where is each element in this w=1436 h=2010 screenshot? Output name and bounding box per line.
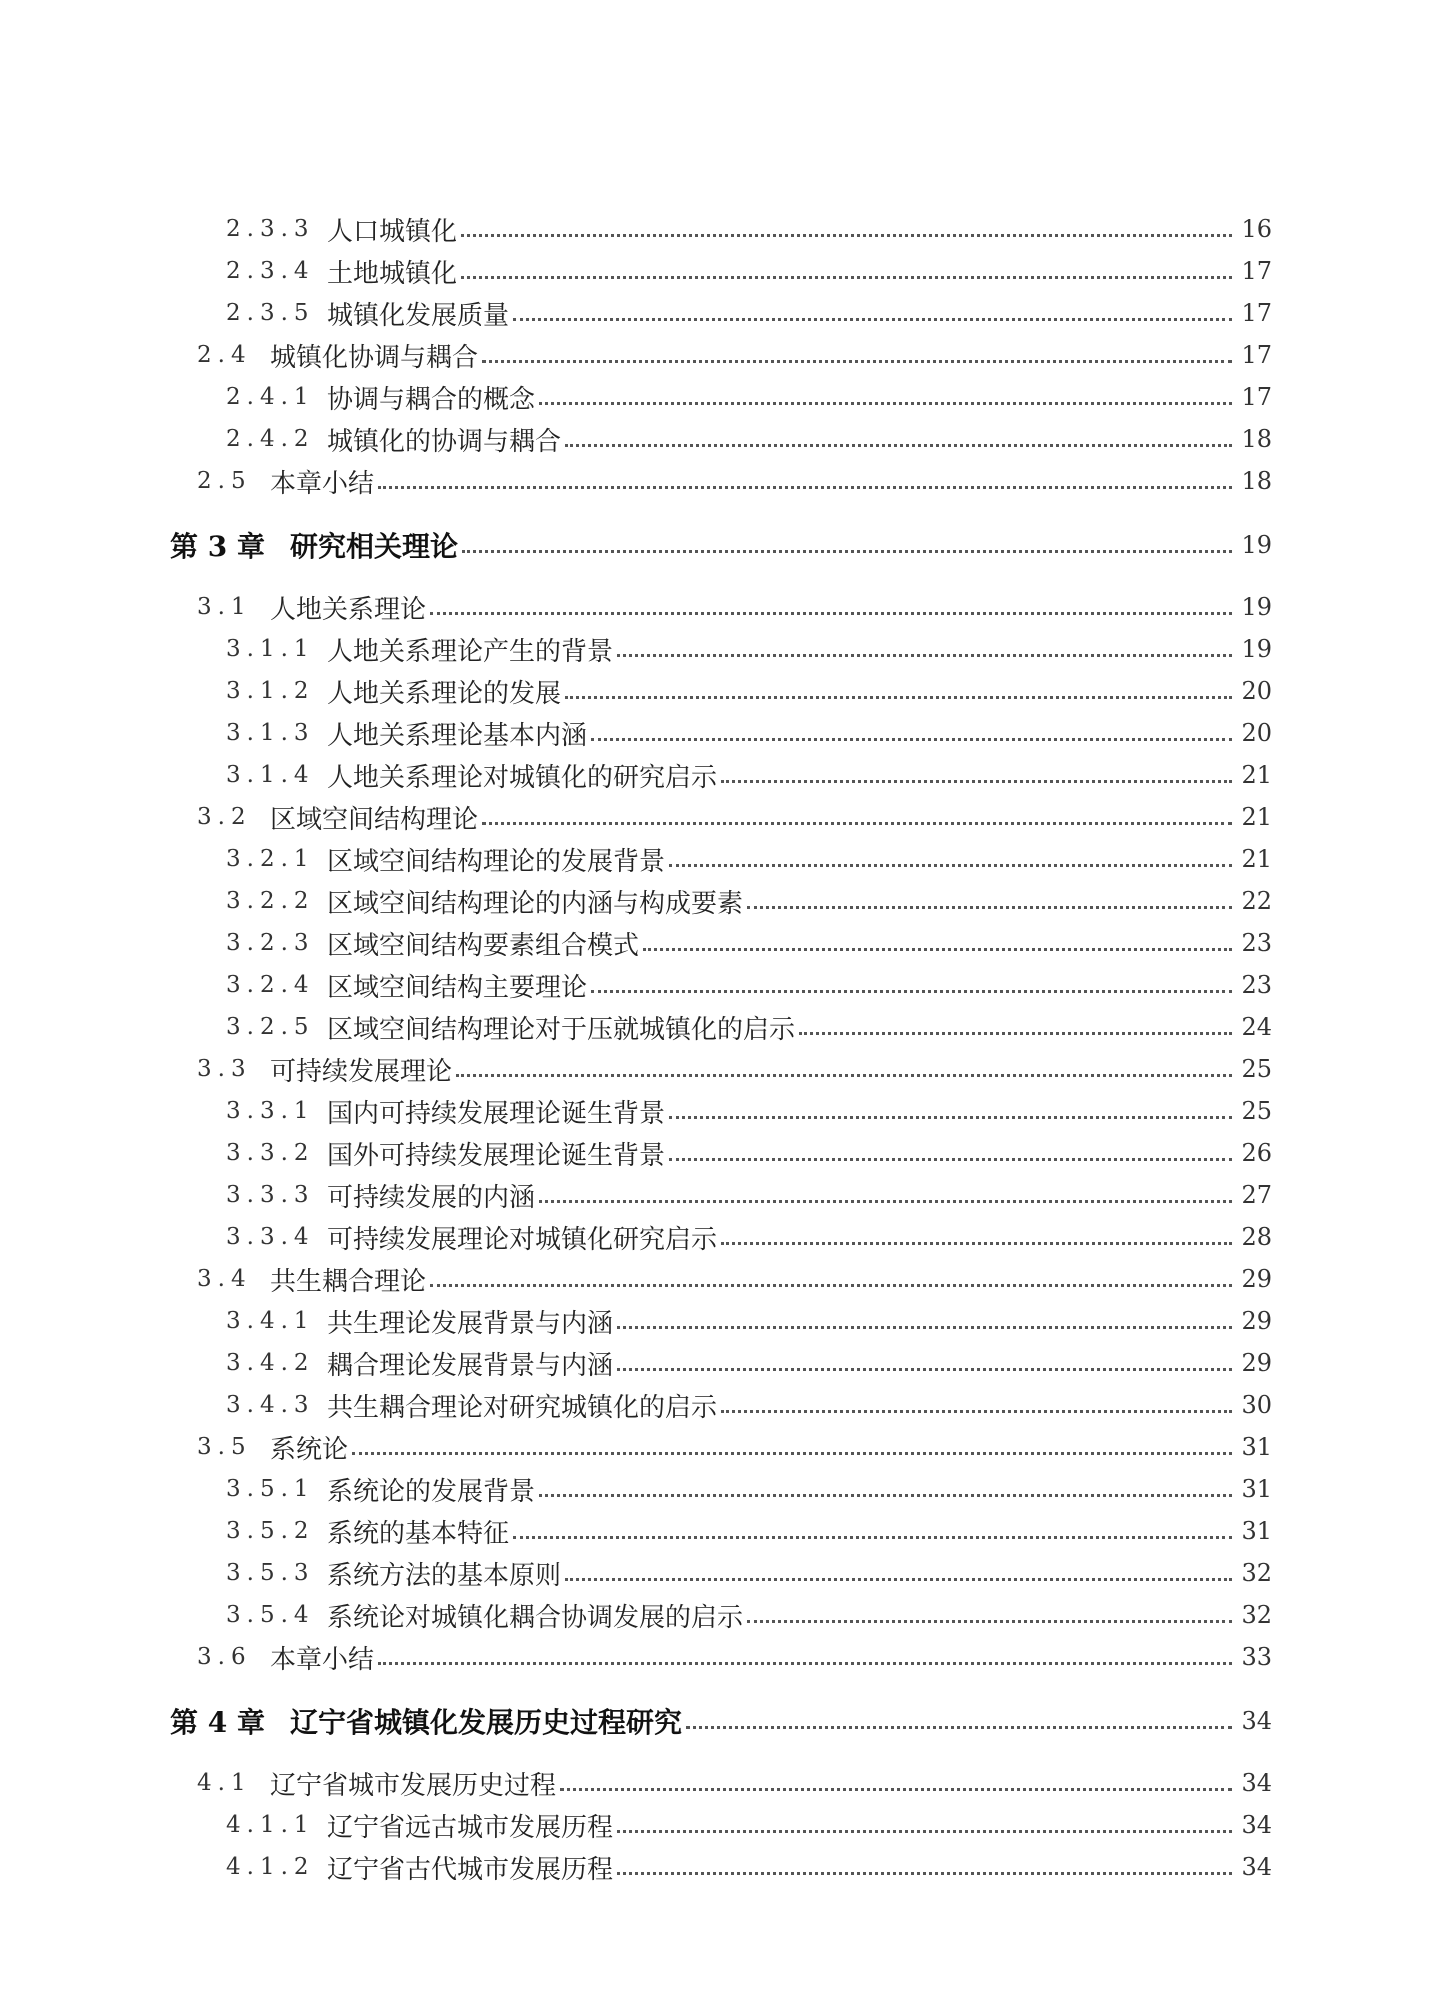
toc-dot-leader bbox=[462, 527, 1232, 563]
toc-entry-row[interactable] bbox=[0, 1219, 1436, 1255]
toc-page-number: 21 bbox=[1241, 845, 1272, 873]
toc-entry-row[interactable] bbox=[0, 1345, 1436, 1381]
toc-entry-number: 2.5 bbox=[197, 468, 252, 494]
toc-page-number: 28 bbox=[1241, 1223, 1272, 1251]
toc-entry-number: 3.1.2 bbox=[226, 678, 315, 704]
toc-entry-number: 第 4 章 bbox=[170, 1706, 265, 1739]
toc-page-number: 17 bbox=[1241, 299, 1272, 327]
toc-entry-number: 2.4.2 bbox=[226, 426, 315, 452]
toc-entry-row[interactable] bbox=[0, 1429, 1436, 1465]
toc-dot-leader bbox=[591, 715, 1232, 751]
toc-entry-number: 3.4.3 bbox=[226, 1392, 315, 1418]
toc-page-number: 19 bbox=[1241, 531, 1272, 559]
toc-entry-row[interactable] bbox=[0, 1513, 1436, 1549]
toc-page-number: 29 bbox=[1241, 1307, 1272, 1335]
toc-dot-leader bbox=[565, 421, 1232, 457]
toc-page-number: 24 bbox=[1241, 1013, 1272, 1041]
toc-entry-title: 人地关系理论的发展 bbox=[327, 678, 562, 709]
toc-entry-row[interactable] bbox=[0, 1765, 1436, 1801]
toc-dot-leader bbox=[617, 631, 1232, 667]
toc-entry-number: 2.3.3 bbox=[226, 216, 315, 242]
toc-entry-row[interactable] bbox=[0, 715, 1436, 751]
toc-entry-row[interactable] bbox=[0, 1849, 1436, 1885]
toc-page-number: 21 bbox=[1241, 761, 1272, 789]
toc-entry-title: 城镇化的协调与耦合 bbox=[327, 426, 562, 457]
toc-entry-row[interactable] bbox=[0, 421, 1436, 457]
toc-entry-number: 4.1.2 bbox=[226, 1854, 315, 1880]
toc-entry-number: 3.3.3 bbox=[226, 1182, 315, 1208]
toc-entry-number: 2.3.5 bbox=[226, 300, 315, 326]
toc-entry-number: 4.1.1 bbox=[226, 1812, 315, 1838]
toc-entry-title: 人口城镇化 bbox=[327, 216, 458, 247]
toc-entry-title: 辽宁省远古城市发展历程 bbox=[327, 1812, 614, 1843]
toc-dot-leader bbox=[461, 211, 1232, 247]
toc-page-number: 31 bbox=[1241, 1475, 1272, 1503]
toc-entry-row[interactable] bbox=[0, 967, 1436, 1003]
toc-dot-leader bbox=[456, 1051, 1232, 1087]
toc-entry-number: 4.1 bbox=[197, 1770, 252, 1796]
toc-entry-number: 3.5.3 bbox=[226, 1560, 315, 1586]
toc-entry-title: 本章小结 bbox=[270, 468, 375, 499]
toc-entry-number: 3.6 bbox=[197, 1644, 252, 1670]
toc-entry-number: 3.5.1 bbox=[226, 1476, 315, 1502]
toc-dot-leader bbox=[617, 1807, 1232, 1843]
toc-entry-title: 区域空间结构主要理论 bbox=[327, 972, 588, 1003]
toc-page-number: 20 bbox=[1241, 719, 1272, 747]
toc-entry-row[interactable] bbox=[0, 1807, 1436, 1843]
toc-dot-leader bbox=[560, 1765, 1232, 1801]
toc-entry-title: 系统论 bbox=[270, 1434, 349, 1465]
toc-entry-number: 3.4.2 bbox=[226, 1350, 315, 1376]
toc-entry-number: 3.5.2 bbox=[226, 1518, 315, 1544]
toc-dot-leader bbox=[799, 1009, 1232, 1045]
toc-page-number: 19 bbox=[1241, 593, 1272, 621]
toc-page-number: 29 bbox=[1241, 1265, 1272, 1293]
toc-dot-leader bbox=[539, 1471, 1232, 1507]
toc-page-number: 34 bbox=[1241, 1769, 1272, 1797]
toc-entry-title: 土地城镇化 bbox=[327, 258, 458, 289]
toc-entry-number: 2.4 bbox=[197, 342, 252, 368]
toc-entry-number: 3.2.5 bbox=[226, 1014, 315, 1040]
toc-entry-row[interactable] bbox=[0, 1135, 1436, 1171]
toc-page-number: 22 bbox=[1241, 887, 1272, 915]
toc-page-number: 19 bbox=[1241, 635, 1272, 663]
toc-entry-title: 可持续发展理论对城镇化研究启示 bbox=[327, 1224, 718, 1255]
toc-entry-title: 耦合理论发展背景与内涵 bbox=[327, 1350, 614, 1381]
toc-dot-leader bbox=[617, 1303, 1232, 1339]
toc-page-number: 20 bbox=[1241, 677, 1272, 705]
toc-dot-leader bbox=[669, 1093, 1232, 1129]
toc-dot-leader bbox=[721, 757, 1232, 793]
toc-entry-number: 3.1.3 bbox=[226, 720, 315, 746]
toc-entry-number: 3.4.1 bbox=[226, 1308, 315, 1334]
toc-dot-leader bbox=[378, 1639, 1232, 1675]
toc-entry-number: 2.4.1 bbox=[226, 384, 315, 410]
toc-entry-number: 3.3.2 bbox=[226, 1140, 315, 1166]
toc-page-number: 17 bbox=[1241, 257, 1272, 285]
toc-page-number: 18 bbox=[1241, 467, 1272, 495]
toc-entry-row[interactable] bbox=[0, 1597, 1436, 1633]
toc-chapter-row[interactable] bbox=[0, 1703, 1436, 1739]
toc-entry-row[interactable] bbox=[0, 757, 1436, 793]
toc-entry-title: 辽宁省城镇化发展历史过程研究 bbox=[290, 1706, 683, 1739]
toc-entry-number: 3.4 bbox=[197, 1266, 252, 1292]
toc-entry-title: 区域空间结构理论的内涵与构成要素 bbox=[327, 888, 744, 919]
toc-entry-row[interactable] bbox=[0, 1093, 1436, 1129]
toc-entry-title: 国外可持续发展理论诞生背景 bbox=[327, 1140, 666, 1171]
toc-entry-number: 3.1.4 bbox=[226, 762, 315, 788]
toc-entry-title: 人地关系理论产生的背景 bbox=[327, 636, 614, 667]
toc-dot-leader bbox=[461, 253, 1232, 289]
toc-entry-title: 共生耦合理论对研究城镇化的启示 bbox=[327, 1392, 718, 1423]
toc-page-number: 26 bbox=[1241, 1139, 1272, 1167]
toc-dot-leader bbox=[378, 463, 1232, 499]
toc-entry-number: 3.2.2 bbox=[226, 888, 315, 914]
toc-dot-leader bbox=[721, 1387, 1232, 1423]
toc-entry-row[interactable] bbox=[0, 1009, 1436, 1045]
toc-entry-row[interactable] bbox=[0, 211, 1436, 247]
toc-entry-row[interactable] bbox=[0, 589, 1436, 625]
toc-entry-row[interactable] bbox=[0, 631, 1436, 667]
toc-entry-number: 3.2.1 bbox=[226, 846, 315, 872]
toc-entry-row[interactable] bbox=[0, 379, 1436, 415]
toc-entry-number: 3.3.1 bbox=[226, 1098, 315, 1124]
toc-entry-number: 3.1.1 bbox=[226, 636, 315, 662]
toc-dot-leader bbox=[539, 379, 1232, 415]
toc-page-number: 32 bbox=[1241, 1559, 1272, 1587]
toc-dot-leader bbox=[669, 841, 1232, 877]
toc-entry-row[interactable] bbox=[0, 1261, 1436, 1297]
toc-entry-title: 协调与耦合的概念 bbox=[327, 384, 536, 415]
toc-entry-title: 人地关系理论对城镇化的研究启示 bbox=[327, 762, 718, 793]
toc-entry-title: 系统的基本特征 bbox=[327, 1518, 510, 1549]
toc-dot-leader bbox=[617, 1849, 1232, 1885]
toc-entry-row[interactable] bbox=[0, 1639, 1436, 1675]
toc-entry-title: 国内可持续发展理论诞生背景 bbox=[327, 1098, 666, 1129]
toc-entry-title: 可持续发展理论 bbox=[270, 1056, 453, 1087]
toc-entry-number: 3.5.4 bbox=[226, 1602, 315, 1628]
toc-chapter-row[interactable] bbox=[0, 527, 1436, 563]
toc-entry-number: 3.3 bbox=[197, 1056, 252, 1082]
toc-entry-title: 区域空间结构理论 bbox=[270, 804, 479, 835]
toc-entry-title: 共生耦合理论 bbox=[270, 1266, 427, 1297]
toc-page-number: 32 bbox=[1241, 1601, 1272, 1629]
toc-entry-number: 3.1 bbox=[197, 594, 252, 620]
toc-page-number: 34 bbox=[1241, 1707, 1272, 1735]
toc-entry-title: 辽宁省古代城市发展历程 bbox=[327, 1854, 614, 1885]
toc-page-number: 16 bbox=[1241, 215, 1272, 243]
toc-entry-row[interactable] bbox=[0, 925, 1436, 961]
toc-dot-leader bbox=[721, 1219, 1232, 1255]
toc-dot-leader bbox=[747, 883, 1232, 919]
toc-entry-row[interactable] bbox=[0, 841, 1436, 877]
toc-entry-row[interactable] bbox=[0, 1303, 1436, 1339]
toc-page-number: 18 bbox=[1241, 425, 1272, 453]
toc-entry-number: 3.3.4 bbox=[226, 1224, 315, 1250]
toc-dot-leader bbox=[513, 295, 1232, 331]
toc-entry-title: 系统论对城镇化耦合协调发展的启示 bbox=[327, 1602, 744, 1633]
toc-entry-title: 区域空间结构理论对于压就城镇化的启示 bbox=[327, 1014, 796, 1045]
toc-dot-leader bbox=[430, 589, 1232, 625]
toc-entry-row[interactable] bbox=[0, 337, 1436, 373]
toc-entry-row[interactable] bbox=[0, 1471, 1436, 1507]
toc-entry-number: 3.2.3 bbox=[226, 930, 315, 956]
toc-entry-row[interactable] bbox=[0, 1051, 1436, 1087]
toc-page-number: 25 bbox=[1241, 1055, 1272, 1083]
toc-entry-title: 辽宁省城市发展历史过程 bbox=[270, 1770, 557, 1801]
toc-entry-row[interactable] bbox=[0, 1387, 1436, 1423]
toc-page-number: 17 bbox=[1241, 383, 1272, 411]
toc-entry-row[interactable] bbox=[0, 253, 1436, 289]
toc-page-number: 25 bbox=[1241, 1097, 1272, 1125]
toc-entry-title: 区域空间结构理论的发展背景 bbox=[327, 846, 666, 877]
toc-entry-row[interactable] bbox=[0, 883, 1436, 919]
toc-entry-title: 人地关系理论基本内涵 bbox=[327, 720, 588, 751]
toc-page-number: 17 bbox=[1241, 341, 1272, 369]
toc-dot-leader bbox=[591, 967, 1232, 1003]
toc-entry-row[interactable] bbox=[0, 1555, 1436, 1591]
toc-entry-row[interactable] bbox=[0, 799, 1436, 835]
toc-dot-leader bbox=[565, 673, 1232, 709]
toc-entry-title: 区域空间结构要素组合模式 bbox=[327, 930, 640, 961]
toc-page-number: 30 bbox=[1241, 1391, 1272, 1419]
toc-entry-title: 本章小结 bbox=[270, 1644, 375, 1675]
toc-entry-number: 3.2.4 bbox=[226, 972, 315, 998]
toc-entry-row[interactable] bbox=[0, 463, 1436, 499]
toc-dot-leader bbox=[617, 1345, 1232, 1381]
toc-dot-leader bbox=[482, 799, 1232, 835]
toc-entry-title: 城镇化发展质量 bbox=[327, 300, 510, 331]
toc-dot-leader bbox=[513, 1513, 1232, 1549]
toc-dot-leader bbox=[643, 925, 1232, 961]
toc-page-number: 23 bbox=[1241, 929, 1272, 957]
toc-entry-number: 3.2 bbox=[197, 804, 252, 830]
toc-entry-row[interactable] bbox=[0, 1177, 1436, 1213]
toc-dot-leader bbox=[565, 1555, 1232, 1591]
toc-entry-title: 可持续发展的内涵 bbox=[327, 1182, 536, 1213]
toc-dot-leader bbox=[430, 1261, 1232, 1297]
toc-dot-leader bbox=[539, 1177, 1232, 1213]
toc-dot-leader bbox=[482, 337, 1232, 373]
toc-entry-number: 第 3 章 bbox=[170, 530, 265, 563]
toc-page-number: 34 bbox=[1241, 1811, 1272, 1839]
toc-dot-leader bbox=[669, 1135, 1232, 1171]
toc-dot-leader bbox=[747, 1597, 1232, 1633]
toc-entry-title: 研究相关理论 bbox=[290, 530, 459, 563]
toc-entry-number: 3.5 bbox=[197, 1434, 252, 1460]
toc-page-number: 31 bbox=[1241, 1517, 1272, 1545]
toc-page-number: 27 bbox=[1241, 1181, 1272, 1209]
toc-page-number: 34 bbox=[1241, 1853, 1272, 1881]
toc-page-number: 31 bbox=[1241, 1433, 1272, 1461]
toc-dot-leader bbox=[686, 1703, 1232, 1739]
toc-entry-title: 系统论的发展背景 bbox=[327, 1476, 536, 1507]
toc-entry-title: 城镇化协调与耦合 bbox=[270, 342, 479, 373]
toc-page-number: 29 bbox=[1241, 1349, 1272, 1377]
toc-entry-title: 共生理论发展背景与内涵 bbox=[327, 1308, 614, 1339]
toc-entry-row[interactable] bbox=[0, 673, 1436, 709]
toc-page-number: 33 bbox=[1241, 1643, 1272, 1671]
toc-page-number: 23 bbox=[1241, 971, 1272, 999]
toc-entry-row[interactable] bbox=[0, 295, 1436, 331]
toc-entry-title: 系统方法的基本原则 bbox=[327, 1560, 562, 1591]
toc-entry-number: 2.3.4 bbox=[226, 258, 315, 284]
toc-entry-title: 人地关系理论 bbox=[270, 594, 427, 625]
toc-page-number: 21 bbox=[1241, 803, 1272, 831]
toc-dot-leader bbox=[352, 1429, 1232, 1465]
